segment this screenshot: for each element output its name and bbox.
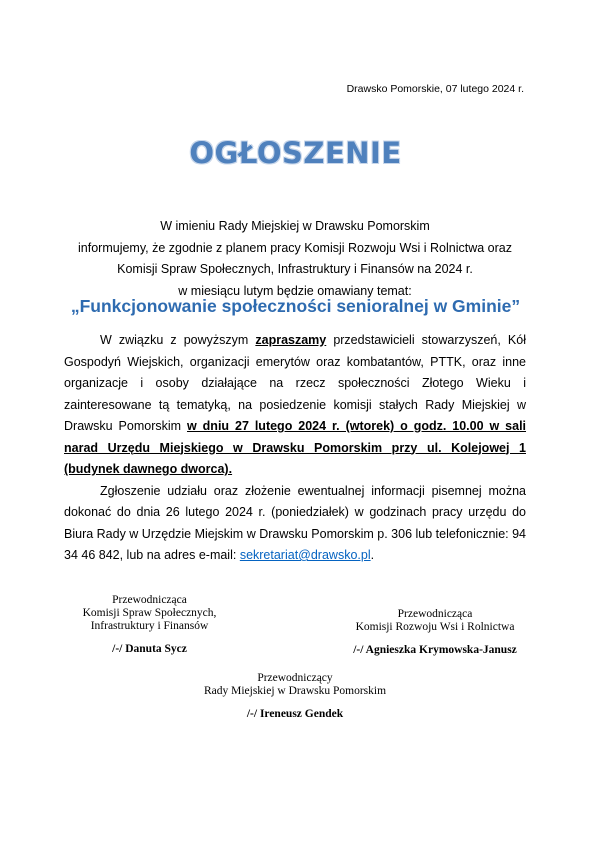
intro-line: W imieniu Rady Miejskiej w Drawsku Pomorskim <box>160 219 430 233</box>
email-link[interactable]: sekretariat@drawsko.pl <box>239 548 371 562</box>
signature-role-line: Rady Miejskiej w Drawsku Pomorskim <box>203 685 387 697</box>
paragraph-text: . <box>370 548 375 562</box>
paragraph-text: przedstawicieli stowarzyszeń, Kół Gospodyń Wiejskich, organizacji emerytów oraz kombatantów, PTTK, oraz inne organizacje i osoby działające na rzecz społeczności Złotego Wieku i zainteresowane tą tematyką, na posiedzenie komisji stałych Rady Miejskiej w Drawsku Pomorskim <box>64 333 526 433</box>
signature-block-council-chair <box>170 672 420 721</box>
document-date: Drawsko Pomorskie, 07 lutego 2024 r. <box>346 83 524 95</box>
invitation-paragraph <box>64 330 526 481</box>
intro-line: informujemy, że zgodnie z planem pracy Komisji Rozwoju Wsi i Rolnictwa oraz <box>78 240 512 255</box>
signature-role-line: Infrastruktury i Finansów <box>90 620 209 632</box>
meeting-details: w dniu 27 lutego 2024 r. (wtorek) o godz. 10.00 w sali narad Urzędu Miejskiego w Drawsku Pomorskim przy ul. Kolejowej 1 (budynek dawnego dworca). <box>64 419 527 476</box>
signature-name: /-/ Danuta Sycz <box>112 643 187 655</box>
signature-name: /-/ Ireneusz Gendek <box>246 708 344 720</box>
announcement-title: OGŁOSZENIE <box>189 136 402 170</box>
paragraph-text: Zgłoszenie udziału oraz złożenie ewentualnej informacji pisemnej można dokonać do dnia 26 lutego 2024 r. (poniedziałek) w godzinach pracy urzędu do Biura Rady w Urzędzie Miejskim w Drawsku Pomorskim p. 306 lub telefonicznie: 94 34 46 842, lub na adres e-mail: <box>64 483 526 562</box>
signature-role-line: Przewodnicząca <box>112 594 187 606</box>
signature-role-line: Komisji Spraw Społecznych, <box>82 607 217 619</box>
signature-block-social-committee <box>62 594 237 656</box>
signature-name: /-/ Agnieszka Krymowska-Janusz <box>353 644 517 656</box>
intro-line: Komisji Spraw Społecznych, Infrastruktury i Finansów na 2024 r. <box>117 262 473 276</box>
signature-role-line: Przewodniczący <box>257 672 333 684</box>
signature-block-rural-committee <box>340 608 530 657</box>
signature-role-line: Przewodnicząca <box>397 608 473 620</box>
intro-line: w miesiącu lutym będzie omawiany temat: <box>178 283 412 298</box>
invite-keyword: zapraszamy <box>255 333 327 347</box>
announcement-body <box>64 330 526 567</box>
meeting-topic: „Funkcjonowanie społeczności senioralnej w Gminie” <box>70 296 521 316</box>
registration-paragraph <box>64 481 526 567</box>
signature-role-line: Komisji Rozwoju Wsi i Rolnictwa <box>355 621 515 633</box>
paragraph-text: W związku z powyższym <box>100 333 256 347</box>
intro-text <box>60 216 530 302</box>
